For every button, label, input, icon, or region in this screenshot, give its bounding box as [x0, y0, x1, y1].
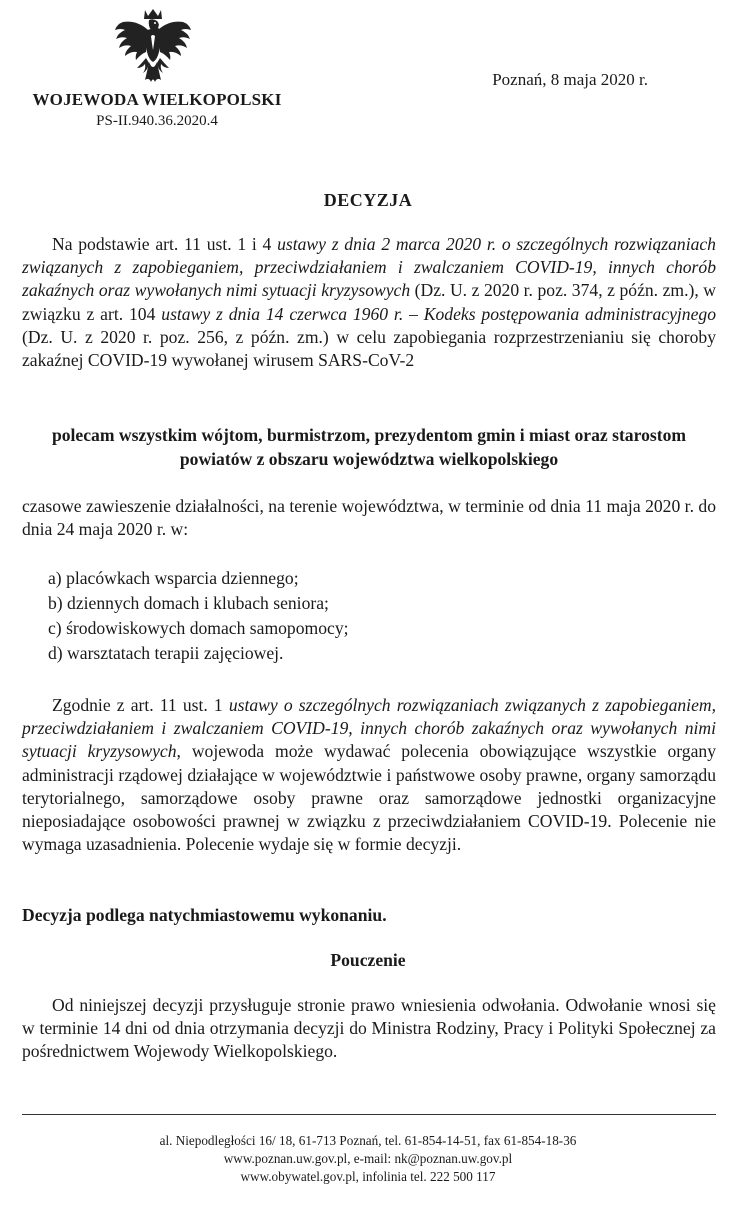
list-item: a) placówkach wsparcia dziennego;	[48, 568, 299, 588]
act-title-covid-2: ustawy o szczególnych rozwiązaniach związanych z zapobieganiem, przeciwdziałaniem i zwalczaniem COVID-19, innych chorób zakaźnych oraz wywołanych nimi sytuacji kryzysowych	[22, 695, 716, 762]
act-title-kpa: ustawy z dnia 14 czerwca 1960 r. – Kodeks postępowania administracyjnego	[161, 303, 716, 324]
authority-text-2: , wojewoda może wydawać polecenia obowiązujące wszystkie organy administracji rządowej działające w województwie i państwowe osoby prawne, organy samorządu terytorialnego, samorządowe osoby prawne oraz samorządowe jednostki organizacyjne nieposiadające osobowości prawnej w związku z przeciwdziałaniem COVID-19. Polecenie nie wymaga uzasadnienia. Polecenie wydaje się w formie decyzji.	[22, 741, 716, 855]
act-title-covid: ustawy z dnia 2 marca 2020 r. o szczególnych rozwiązaniach związanych z zapobieganiem, przeciwdziałaniem i zwalczaniem COVID-19, innych chorób zakaźnych oraz wywołanych nimi sytuacji kryzysowych	[22, 234, 716, 301]
authority-paragraph	[22, 694, 716, 856]
authority-text: Zgodnie z art. 11 ust. 1	[52, 695, 229, 715]
document-title: DECYZJA	[323, 190, 413, 210]
list-item: c) środowiskowych domach samopomocy;	[48, 618, 349, 638]
legal-basis-text-3: (Dz. U. z 2020 r. poz. 256, z późn. zm.) w celu zapobiegania rozprzestrzenianiu się choroby zakaźnej COVID-19 wywołanej wirusem SARS-CoV-2	[22, 326, 716, 371]
polish-eagle-emblem-icon	[113, 6, 193, 88]
issuer-name: WOJEWODA WIELKOPOLSKI	[32, 90, 282, 109]
case-signature: PS-II.940.36.2020.4	[96, 113, 218, 129]
footer-divider	[22, 1114, 716, 1115]
order-line-1: polecam wszystkim wójtom, burmistrzom, prezydentom gmin i miast oraz starostom	[51, 425, 687, 445]
suspension-paragraph: czasowe zawieszenie działalności, na terenie województwa, w terminie od dnia 11 maja 2020 r. do dnia 24 maja 2020 r. w:	[22, 496, 716, 540]
order-line-2: powiatów z obszaru województwa wielkopolskiego	[179, 449, 559, 469]
legal-basis-paragraph	[22, 233, 716, 372]
legal-basis-text: Na podstawie art. 11 ust. 1 i 4	[52, 234, 278, 254]
footer	[0, 1132, 736, 1186]
instruction-paragraph: Od niniejszej decyzji przysługuje stronie prawo wniesienia odwołania. Odwołanie wnosi się w terminie 14 dni od dnia otrzymania decyzji do Ministra Rodziny, Pracy i Polityki Społecznej za pośrednictwem Wojewody Wielkopolskiego.	[22, 995, 716, 1062]
legal-basis-text-2: (Dz. U. z 2020 r. poz. 374, z późn. zm.), w związku z art. 104	[22, 280, 716, 324]
footer-address: al. Niepodległości 16/ 18, 61-713 Poznań, tel. 61-854-14-51, fax 61-854-18-36	[159, 1133, 577, 1148]
footer-web-email: www.poznan.uw.gov.pl, e-mail: nk@poznan.uw.gov.pl	[223, 1151, 513, 1166]
facility-list	[48, 566, 349, 666]
footer-obywatel: www.obywatel.gov.pl, infolinia tel. 222 500 117	[240, 1169, 496, 1184]
list-item: b) dziennych domach i klubach seniora;	[48, 593, 329, 613]
list-item: d) warsztatach terapii zajęciowej.	[48, 643, 284, 663]
order-addressees	[22, 423, 716, 471]
immediate-enforcement: Decyzja podlega natychmiastowemu wykonaniu.	[22, 905, 387, 925]
place-and-date: Poznań, 8 maja 2020 r.	[492, 70, 648, 89]
instruction-title: Pouczenie	[330, 950, 406, 970]
